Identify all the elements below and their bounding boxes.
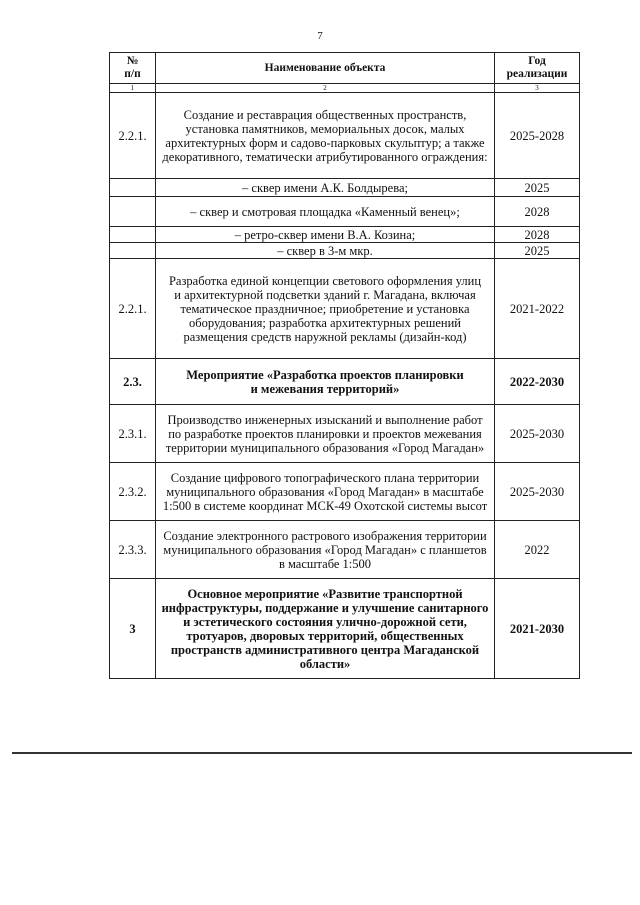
page-bottom-divider [12,752,632,754]
table-row [110,243,580,259]
row-name: Разработка единой концепции светового оформления улиц и архитектурной подсветки зданий г. Магадана, включая тематическое праздничное; приобретение и установка оборудования; разработка архитектурных решений размещения средств наружной рекламы (дизайн-код) [156,259,495,359]
column-number: 1 [110,84,156,93]
table-row [110,359,580,405]
row-name: – сквер имени А.К. Болдырева; [156,179,495,197]
row-year: 2022 [495,521,580,579]
row-year: 2028 [495,197,580,227]
page-number: 7 [317,30,323,42]
row-num: 2.3.3. [110,521,156,579]
header-year [495,53,580,84]
header-num-text: № п/п [124,55,141,80]
table-row [110,521,580,579]
header-year-text: Год реализации [506,55,568,80]
row-year: 2025 [495,179,580,197]
row-name: – сквер в 3-м мкр. [156,243,495,259]
row-num: 2.3.2. [110,463,156,521]
row-name: Создание и реставрация общественных пространств, установка памятников, мемориальных досок, малых архитектурных форм и садово-парковых скульптур; а также декоративного, тематически атрибутированного ограждения: [156,93,495,179]
table-row [110,227,580,243]
row-num: 3 [110,579,156,679]
table-row [110,259,580,359]
row-num [110,197,156,227]
row-name: Основное мероприятие «Развитие транспортной инфраструктуры, поддержание и улучшение санитарного и эстетического состояния улично-дорожной сети, тротуаров, дворовых территорий, общественных пространств административного центра Магаданской области» [156,579,495,679]
table-row [110,179,580,197]
header-num [110,53,156,84]
row-year: 2021-2022 [495,259,580,359]
column-number: 3 [495,84,580,93]
row-year: 2028 [495,227,580,243]
row-year: 2021-2030 [495,579,580,679]
row-year: 2025-2028 [495,93,580,179]
header-name: Наименование объекта [156,53,495,84]
row-num: 2.3. [110,359,156,405]
objects-table [109,52,580,679]
row-year: 2025-2030 [495,405,580,463]
row-num [110,179,156,197]
table-row [110,93,580,179]
column-number: 2 [156,84,495,93]
row-year: 2022-2030 [495,359,580,405]
row-num: 2.3.1. [110,405,156,463]
row-year: 2025-2030 [495,463,580,521]
column-numbers-row [110,84,580,93]
table-row [110,197,580,227]
row-name: – ретро-сквер имени В.А. Козина; [156,227,495,243]
table-header-row [110,53,580,84]
row-num [110,243,156,259]
row-name: – сквер и смотровая площадка «Каменный венец»; [156,197,495,227]
row-year: 2025 [495,243,580,259]
row-num: 2.2.1. [110,259,156,359]
row-name: Производство инженерных изысканий и выполнение работ по разработке проектов планировки и проектов межевания территории муниципального образования «Город Магадан» [156,405,495,463]
row-num: 2.2.1. [110,93,156,179]
table-row [110,579,580,679]
table-row [110,405,580,463]
row-name: Создание цифрового топографического плана территории муниципального образования «Город Магадан» в масштабе 1:500 в системе координат МСК-49 Охотской системы высот [156,463,495,521]
row-num [110,227,156,243]
row-name: Мероприятие «Разработка проектов планировки и межевания территорий» [156,359,495,405]
table-row [110,463,580,521]
row-name: Создание электронного растрового изображения территории муниципального образования «Город Магадан» с планшетов в масштабе 1:500 [156,521,495,579]
